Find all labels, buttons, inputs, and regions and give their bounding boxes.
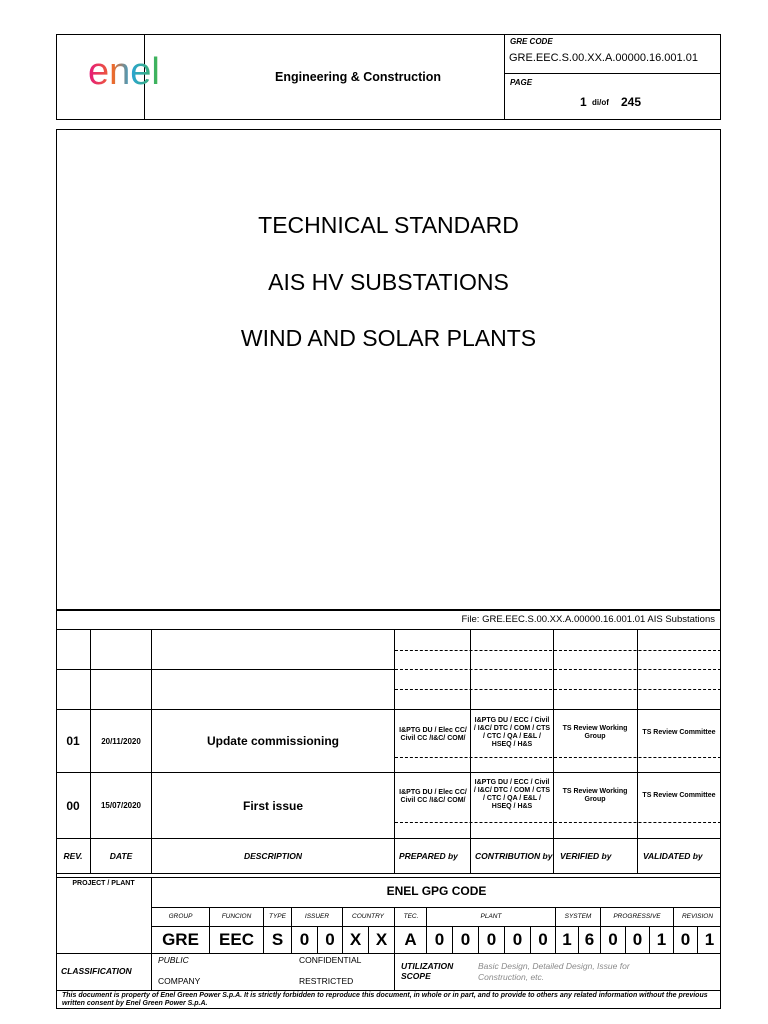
- code-progressive-3: 1: [656, 930, 667, 949]
- title-line-3: WIND AND SOLAR PLANTS: [240, 325, 537, 351]
- title-box: [56, 129, 721, 609]
- code-country-2: X: [375, 930, 388, 949]
- code-system-2: 6: [584, 930, 595, 949]
- field-group-label: GROUP: [168, 913, 193, 920]
- field-funcion-label: FUNCION: [221, 913, 252, 920]
- classification-confidential: CONFIDENTIAL: [299, 955, 362, 965]
- gre-code-label: GRE CODE: [510, 37, 553, 46]
- field-system-label: SYSTEM: [564, 913, 592, 920]
- page-total: 245: [621, 95, 642, 109]
- code-funcion: EEC: [219, 930, 254, 949]
- rev-01-number: 01: [66, 734, 80, 748]
- enel-logo: [88, 52, 198, 92]
- field-progressive-label: PROGRESSIVE: [613, 913, 661, 920]
- file-reference: File: GRE.EEC.S.00.XX.A.00000.16.001.01 AIS Substations: [461, 614, 715, 625]
- rev-00-contribution: I&PTG DU / ECC / Civil / I&C/ DTC / COM / CTS / CTC / QA / E&L / HSEQ / H&S: [473, 779, 551, 810]
- page-separator: di/of: [592, 98, 609, 107]
- rev-01-validated: TS Review Committee: [642, 728, 716, 736]
- rev-00-verified: TS Review Working Group: [562, 787, 628, 803]
- rev-01-verified: TS Review Working Group: [562, 724, 628, 740]
- rev-00-date: 15/07/2020: [100, 801, 142, 810]
- page-label: PAGE: [510, 78, 533, 87]
- gpg-code-title: ENEL GPG CODE: [386, 884, 487, 898]
- rev-01-date: 20/11/2020: [101, 736, 141, 746]
- rev-01-description: Update commissioning: [206, 734, 340, 748]
- field-type-label: TYPE: [269, 913, 286, 920]
- code-plant-2: 0: [460, 930, 471, 949]
- code-plant-5: 0: [538, 930, 548, 949]
- col-prepared-header: PREPARED by: [399, 851, 458, 861]
- utilization-scope-label: UTILIZATION SCOPE: [401, 961, 454, 981]
- title-line-2: AIS HV SUBSTATIONS: [268, 269, 509, 295]
- code-issuer-2: 0: [325, 930, 335, 949]
- logo-text: enel: [88, 52, 160, 92]
- company-name: Engineering & Construction: [275, 70, 441, 84]
- footer-disclaimer: This document is property of Enel Green Power S.p.A. It is strictly forbidden to reproduce this document, in whole or in part, and to provide to others any related information without the previous written consent by Enel Green Power S.p.A.: [62, 992, 708, 1007]
- page-number: 1: [580, 95, 587, 109]
- col-description-header: DESCRIPTION: [243, 851, 303, 861]
- field-plant-label: PLANT: [480, 913, 502, 920]
- classification-label: CLASSIFICATION: [61, 966, 132, 976]
- utilization-scope-value: Basic Design, Detailed Design, Issue for Construction, etc.: [478, 961, 630, 982]
- gre-code: GRE.EEC.S.00.XX.A.00000.16.001.01: [509, 52, 698, 64]
- project-plant-label: PROJECT / PLANT: [72, 880, 135, 887]
- code-tec: A: [404, 930, 417, 949]
- rev-00-validated: TS Review Committee: [642, 791, 716, 799]
- field-country-label: COUNTRY: [352, 913, 384, 920]
- rev-01-contribution: I&PTG DU / ECC / Civil / I&C/ DTC / COM / CTS / CTC / QA / E&L / HSEQ / H&S: [473, 717, 551, 748]
- code-country-1: X: [349, 930, 362, 949]
- rev-00-number: 00: [66, 798, 80, 813]
- field-revision-label: REVISION: [681, 913, 714, 920]
- code-revision-2: 1: [704, 930, 715, 949]
- title-line-1: TECHNICAL STANDARD: [258, 212, 519, 238]
- col-contribution-header: CONTRIBUTION by: [475, 851, 553, 861]
- code-plant-3: 0: [486, 930, 497, 949]
- code-progressive-2: 0: [632, 930, 643, 949]
- code-progressive-1: 0: [608, 930, 618, 949]
- code-system-1: 1: [562, 930, 572, 949]
- code-issuer-1: 0: [299, 930, 310, 949]
- classification-company: COMPANY: [158, 976, 201, 986]
- code-group: GRE: [162, 930, 199, 949]
- code-revision-1: 0: [680, 930, 691, 949]
- col-validated-header: VALIDATED by: [643, 851, 703, 861]
- code-type: S: [271, 930, 284, 949]
- rev-00-description: First issue: [242, 798, 304, 813]
- classification-public: PUBLIC: [158, 955, 189, 965]
- rev-01-prepared: I&PTG DU / Elec CC/ Civil CC /I&C/ COM/: [399, 727, 467, 742]
- code-plant-1: 0: [434, 930, 445, 949]
- rev-00-prepared: I&PTG DU / Elec CC/ Civil CC /I&C/ COM/: [399, 789, 467, 804]
- col-verified-header: VERIFIED by: [560, 851, 612, 861]
- code-plant-4: 0: [512, 930, 523, 949]
- field-issuer-label: ISSUER: [304, 913, 330, 920]
- col-rev-header: REV.: [63, 851, 83, 861]
- col-date-header: DATE: [109, 851, 133, 861]
- field-tec-label: TEC.: [403, 913, 419, 920]
- classification-restricted: RESTRICTED: [299, 976, 354, 986]
